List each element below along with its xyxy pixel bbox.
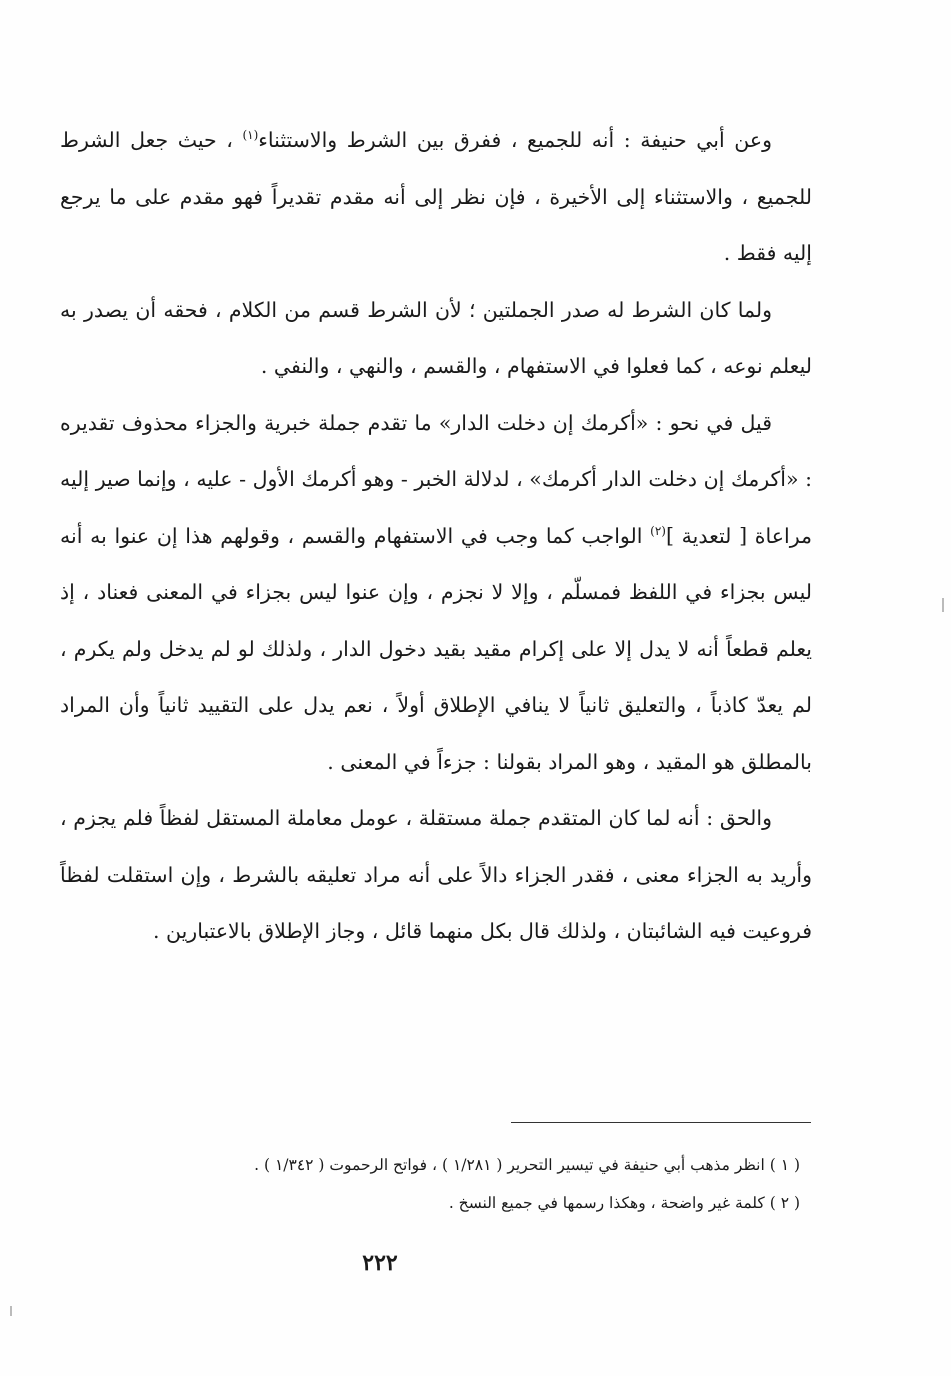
scan-edge-mark	[10, 1306, 12, 1316]
scan-edge-mark	[942, 598, 944, 612]
paragraph-text: وعن أبي حنيفة : أنه للجميع ، ففرق بين الشرط والاستثناء	[258, 128, 772, 152]
footnotes	[140, 1146, 800, 1222]
paragraph-text: ، حيث جعل الشرط للجميع ، والاستثناء إلى الأخيرة ، فإن نظر إلى أنه مقدم تقديراً فهو مقدم على ما يرجع إليه فقط .	[60, 128, 812, 265]
paragraph-text: قيل في نحو : «أكرمك إن دخلت الدار» ما تقدم جملة خبرية والجزاء محذوف تقديره : «أكرمك إن دخلت الدار أكرمك» ، لدلالة الخبر - وهو أكرمك الأول - عليه ، وإنما صير إليه مراعاة [ لتعدية ]	[60, 410, 812, 548]
paragraph-4: والحق : أنه لما كان المتقدم جملة مستقلة ، عومل معاملة المستقل لفظاً فلم يجزم ، وأريد به الجزاء معنى ، فقدر الجزاء دالاً على أنه مراد تعليقه بالشرط ، وإن استقلت لفظاً فروعيت فيه الشائبتان ، ولذلك قال بكل منهما قائل ، وجاز الإطلاق بالاعتبارين .	[60, 806, 812, 943]
paragraph-2: ولما كان الشرط له صدر الجملتين ؛ لأن الشرط قسم من الكلام ، فحقه أن يصدر به ليعلم نوعه ، كما فعلوا في الاستفهام ، والقسم ، والنهي ، والنفي .	[60, 297, 812, 378]
paragraph-1	[60, 112, 812, 282]
footnote-2: ( ٢ ) كلمة غير واضحة ، وهكذا رسمها في جميع النسخ .	[448, 1194, 800, 1212]
paragraph-3	[60, 395, 812, 791]
footnote-ref-1: (١)	[242, 128, 259, 143]
footnote-divider	[511, 1122, 811, 1123]
paragraph-text: الواجب كما وجب في الاستفهام والقسم ، وقولهم هذا إن عنوا به أنه ليس بجزاء في اللفظ فمسلّم ، وإلا لا نجزم ، وإن عنوا ليس بجزاء في المعنى فعناد ، إذ يعلم قطعاً أنه لا يدل إلا على إكرام مقيد بقيد دخول الدار ، ولذلك لو لم يدخل ولم يكرم ، لم يعدّ كاذباً ، والتعليق ثانياً لا ينافي الإطلاق أولاً ، نعم يدل على التقييد ثانياً وأن المراد بالمطلق هو المقيد ، وهو المراد بقولنا : جزءاً في المعنى .	[60, 523, 812, 774]
footnote-ref-2: (٢)	[650, 523, 666, 538]
footnote-1: ( ١ ) انظر مذهب أبي حنيفة في تيسير التحرير ( ١/٢٨١ ) ، فواتح الرحموت ( ١/٣٤٢ ) .	[254, 1156, 800, 1174]
page-number: ٢٢٢	[362, 1250, 398, 1276]
main-text	[60, 112, 812, 960]
